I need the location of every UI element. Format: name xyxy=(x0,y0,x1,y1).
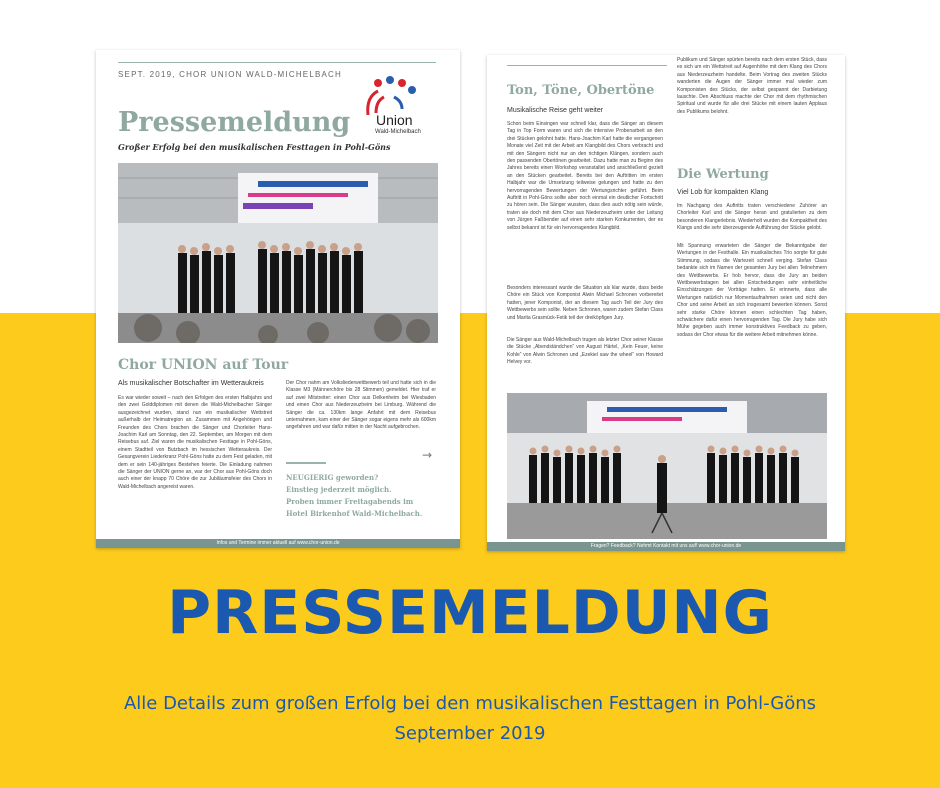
article-right-col2-p1: Publikum und Sänger spürten bereits nach dem ersten Stück, dass es sich um ein Wettstreit auf Augenhöhe mit dem Klang des Chors aus Niederzeuzheim handelte. Beim Vortrag des zweiten Stücks wanderten die Augen der Sänger immer mal wieder zum Komponisten des Stücks, der selbst gespannt der Darbietung lauschte. Den Abschluss machte der Chor mit dem rhythmischen Spiritual und wurde für alle drei Stücke mit einem lauten Applaus des Publikums belohnt. xyxy=(677,57,827,115)
teaser-line: NEUGIERIG geworden? xyxy=(286,473,379,482)
press-release-page-left xyxy=(96,50,460,548)
page-header: SEPT. 2019, CHOR UNION WALD-MICHELBACH xyxy=(118,70,343,79)
page-footer: Infos und Termine immer aktuell auf www.chor-union.de xyxy=(96,539,460,548)
banner-title: PRESSEMELDUNG xyxy=(167,578,773,648)
banner-caption-line1: Alle Details zum großen Erfolg bei den musikalischen Festtagen in Pohl-Göns xyxy=(123,693,817,714)
page-subtitle: Großer Erfolg bei den musikalischen Festtagen in Pohl-Göns xyxy=(118,142,391,152)
page-footer: Fragen? Feedback? Nehmt Kontakt mit uns auf! www.chor-union.de xyxy=(487,542,845,551)
teaser-line: Einstieg jederzeit möglich. xyxy=(286,485,392,494)
article-right-col2-p2: Im Nachgang des Auftritts traten verschiedene Zuhörer an Chorleiter Karl und die Sänger heran und gratulierten zu dem besonderen Klangerlebnis. Wiederholt wurden die Kompaktheit des Klangs und die sehr überzeugende Aufführung der Stücke gelobt. xyxy=(677,203,827,232)
teaser-text xyxy=(286,472,446,520)
choir-competition-photo xyxy=(507,393,827,539)
choir-photo xyxy=(118,163,438,343)
article-right-col1-p3: Die Sänger aus Wald-Michelbach trugen als letzter Chor seiner Klasse die Stücke „Abendständchen“ von August Härtel, „Kein Feuer, keine Kohle“ von Alwin Schronen und „Ezekiel saw the wheel“ von Howard Helvey vor. xyxy=(507,337,663,366)
article-right-col1-p1: Schon beim Einsingen war schnell klar, dass die Sänger an diesem Tag in Top Form waren und sich die intensive Probenarbeit an den drei Stücken gelohnt hatte. Hans-Joachim Karl hatte die vergangenen Monate viel Zeit mit der Arbeit am Klangbild des Chors verbracht und mit den Sängern nicht nur an den richtigen Klängen, sondern auch den passenden Obertönen gearbeitet. Dazu hatte man zu Beginn des Jahres bereits einen Workshop veranstaltet und anschließend gezielt an den Stücken gearbeitet. Bereits bei den Auftritten im ersten Halbjahr war die Umsetzung teilweise gelungen und hatte zu den hervorragenden Bewertungen der Wertungsrichter geführt. Beim Auftritt in Pohl-Göns sollte aber noch einmal ein deutlicher Fortschritt zu hören sein. Die Sänger wussten, dass dies auch nötig sein würde, traten sie doch mit dem Chor aus Niederzeuzheim unter der Leitung von Jürgen Faßbender auf einen sehr starken Konkurrenten, der es selbst bekannt ist für ein hervorragendes Klangbild. xyxy=(507,121,663,231)
article-right-col2-p3: Mit Spannung erwarteten die Sänger die Bekanntgabe der Wertungen in der Festhalle. Ein musikalisches Trio sorgte für gute Stimmung, sodass die Wartezeit schnell verging. Stefan Class bedankte sich im Namen der gesamten Jury bei allen Teilnehmern des Wettbewerbs. Er hob hervor, dass die Jury an beiden Wettbewerbstagen bei allen Entscheidungen sehr einheitliche Einschätzungen der Vorträge hatten. Er erinnerte, dass alle Wertungen natürlich nur Momentaufnahmen seien und nicht den Chor und seine Arbeit an sich insgesamt bewerten können. Sonst sehr starke Chöre können einen schlechten Tag haben, schwächere dafür einen hervorragenden Tag. Die Jury habe sich Mühe gegeben auch immer konstruktives Feedback zu geben, sodass der Chor etwas für die weitere Arbeit mitnehmen könne. xyxy=(677,243,827,338)
logo-subline: Wald-Michelbach xyxy=(375,129,421,135)
page-title: Pressemeldung xyxy=(118,107,351,138)
banner-caption-line2: September 2019 xyxy=(394,723,546,744)
header-rule xyxy=(118,62,436,63)
section-subtitle-tour: Als musikalischer Botschafter im Wetteraukreis xyxy=(118,380,264,387)
teaser-line: Proben immer Freitagabends im xyxy=(286,497,414,506)
article-right-col1-p2: Besonders interessant wurde die Situation als klar wurde, dass beide Chöre ein Stück von Komponist Alwin Michael Schronen vorbereitet hatten, jener Komponist, der an diesem Tag auch Teil der Jury des Wettbewerbs sein sollte. Neben Schronen, waren zudem Stefan Class und Marita Grasmück-Fetik teil der dreiköpfigen Jury. xyxy=(507,285,663,321)
press-release-page-right xyxy=(487,55,845,551)
arrow-right-icon: → xyxy=(422,448,433,462)
article-column-1: Es war wieder soweit – nach den Erfolgen des ersten Halbjahrs und den zwei Golddiplomen mit denen die Wald-Michelbacher Sänger ausgezeichnet wurden, stand nun ein musikalischer Wettstreit außerhalb der Heimatregion an. Zusammen mit Angehörigen und Freunden des Chors brachen die Sänger und Chorleiter Hans-Joachim Karl am Sonntag, den 22. September, am Morgen mit dem Reisebus auf. Ziel waren die musikalischen Festtage in Pohl-Göns, einem Stadtteil von Butzbach im hessischen Wetteraukreis. Der Gesangverein Liederkranz Pohl-Göns hatte zu dem Fest geladen, mit dem er sein 140-jähriges Bestehen feierte. Die Einladung nahmen die Sänger der UNION gerne an, war der Chor aus Pohl-Göns doch auch einer der knapp 70 Chöre die zur Jubiläumsfeier des Chors in Wald-Michelbach angereist waren. xyxy=(118,395,272,490)
section-title-tour: Chor UNION auf Tour xyxy=(118,357,289,373)
section-title-rating: Die Wertung xyxy=(677,167,769,182)
header-rule xyxy=(507,65,667,66)
section-subtitle-rating: Viel Lob für kompakten Klang xyxy=(677,189,769,196)
section-title-tones: Ton, Töne, Obertöne xyxy=(507,83,655,98)
logo-wordmark: Union xyxy=(376,112,413,128)
article-column-2: Der Chor nahm am Volksliederwettbewerb teil und hatte sich in die Klasse M3 (Männerchöre bis 28 Stimmen) gemeldet. Hier traf er auf zwei Mitstreiter: einen Chor aus Delkenheim bei Wiesbaden und einen Chor aus Niederzeuzheim bei Limburg. Während die Sänger die ca. 130km lange Anfahrt mit dem Reisebus unternahmen, kam einer der Sänger sogar eigens mehr als 600km angefahren und war dafür mitten in der Nacht aufgebrochen. xyxy=(286,380,436,431)
teaser-line: Hotel Birkenhof Wald-Michelbach. xyxy=(286,509,423,518)
teaser-divider xyxy=(286,462,326,464)
section-subtitle-tones: Musikalische Reise geht weiter xyxy=(507,107,604,114)
